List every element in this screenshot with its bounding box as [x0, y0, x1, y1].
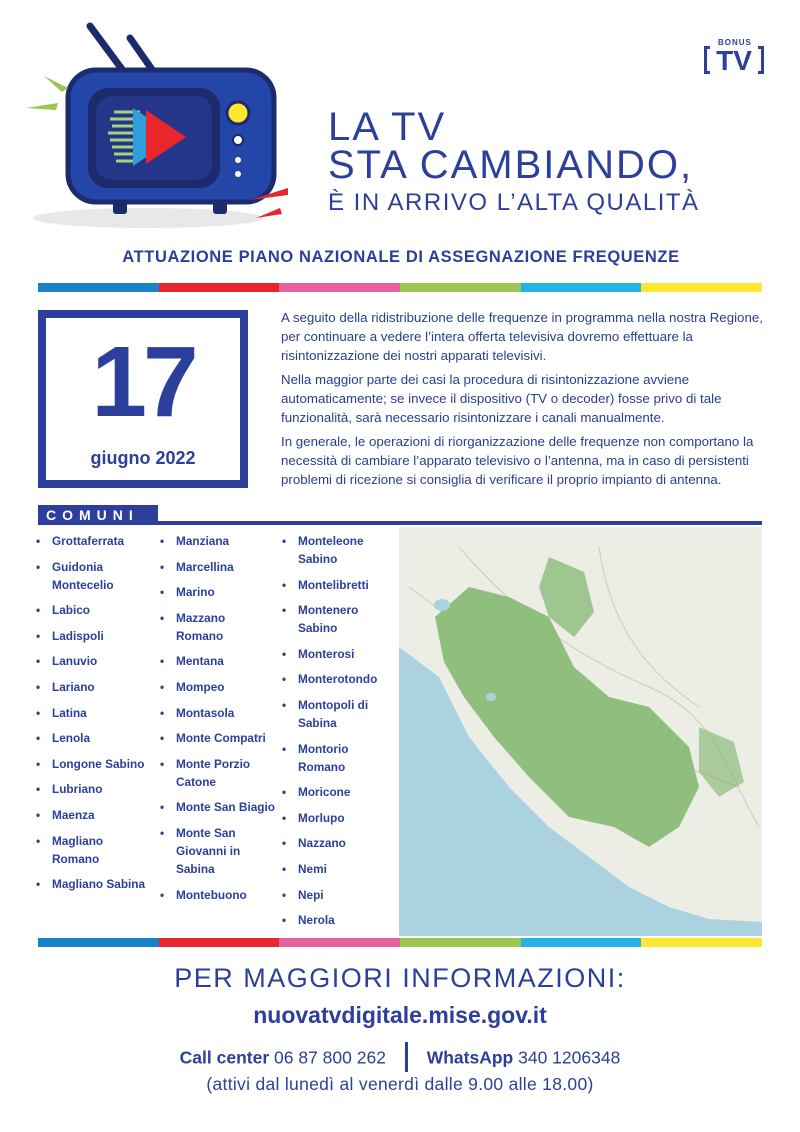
comune-item: • Nepi: [282, 886, 397, 904]
stripe-segment: [641, 938, 762, 947]
comune-item: • Marcellina: [160, 558, 275, 576]
headline-line-1: LA TV: [328, 105, 447, 149]
comune-item: • Nazzano: [282, 834, 397, 852]
comune-item: • Monte San Biagio: [160, 798, 275, 816]
comune-item: • Morlupo: [282, 809, 397, 827]
comune-item: • Montorio Romano: [282, 740, 397, 776]
comune-item: • Montasola: [160, 704, 275, 722]
stripe-segment: [159, 938, 280, 947]
whatsapp-label: WhatsApp: [426, 1047, 514, 1068]
comune-item: • Labico: [36, 601, 151, 619]
logo-tv-text: TV: [716, 45, 752, 76]
whatsapp-number[interactable]: 340 1206348: [518, 1047, 621, 1068]
callcenter-label: Call center: [179, 1047, 270, 1068]
stripe-segment: [279, 283, 400, 292]
stripe-segment: [159, 283, 280, 292]
comuni-header: [38, 505, 158, 525]
opening-hours: (attivi dal lunedì al venerdì dalle 9.00 alle 18.00): [206, 1074, 594, 1094]
comune-item: • Ladispoli: [36, 627, 151, 645]
comuni-column-3: [282, 532, 397, 937]
website-link[interactable]: nuovatvdigitale.mise.gov.it: [253, 1002, 547, 1028]
comune-item: • Latina: [36, 704, 151, 722]
stripe-segment: [400, 283, 521, 292]
comune-item: • Moricone: [282, 783, 397, 801]
stripe-segment: [521, 938, 642, 947]
comune-item: • Mazzano Romano: [160, 609, 275, 645]
comune-item: • Montebuono: [160, 886, 275, 904]
comune-item: • Nerola: [282, 911, 397, 929]
contacts-line: [36, 1044, 764, 1074]
more-info-heading: PER MAGGIORI INFORMAZIONI:: [174, 963, 626, 993]
comune-item: • Lubriano: [36, 780, 151, 798]
comune-item: • Magliano Romano: [36, 832, 151, 868]
comune-item: • Monte Compatri: [160, 729, 275, 747]
intro-paragraph-3: In generale, le operazioni di riorganizzazione delle frequenze non comportano la necessità di cambiare l’apparato televisivo o l’antenna, ma in caso di persistenti problemi di ricezione si consiglia di verificare il proprio impianto di antenna.: [281, 434, 754, 487]
logo-bonus-text: BONUS: [718, 38, 752, 47]
intro-paragraph-1: A seguito della ridistribuzione delle frequenze in programma nella nostra Regione, per continuare a vedere l’intera offerta televisiva dovremo effettuare la risintonizzazione dei nostri apparati televisivi.: [281, 310, 763, 363]
comune-item: • Monterotondo: [282, 670, 397, 688]
date-day: 17: [91, 326, 195, 438]
stripe-segment: [279, 938, 400, 947]
headline-line-2: STA CAMBIANDO,: [328, 143, 694, 187]
comune-item: • Maenza: [36, 806, 151, 824]
date-box: [38, 310, 248, 488]
comune-item: • Lanuvio: [36, 652, 151, 670]
stripe-segment: [400, 938, 521, 947]
intro-text: [281, 308, 769, 494]
comune-item: • Montenero Sabino: [282, 601, 397, 637]
comuni-column-1: [36, 532, 151, 901]
comune-item: • Monte Porzio Catone: [160, 755, 275, 791]
stripe-segment: [38, 938, 159, 947]
headline: [328, 105, 788, 220]
comune-item: • Marino: [160, 583, 275, 601]
comune-item: • Monteleone Sabino: [282, 532, 397, 568]
comune-item: • Montelibretti: [282, 576, 397, 594]
comune-item: • Mentana: [160, 652, 275, 670]
intro-paragraph-2: Nella maggior parte dei casi la procedura di risintonizzazione avviene automaticamente; se invece il dispositivo (TV o decoder) fosse privo di tale funzionalità, sarà necessario risintonizzare i canali manualmente.: [281, 372, 722, 425]
stripe-segment: [38, 283, 159, 292]
comune-item: • Grottaferrata: [36, 532, 151, 550]
comune-item: • Mompeo: [160, 678, 275, 696]
color-stripe-top: [38, 283, 762, 292]
comune-item: • Lenola: [36, 729, 151, 747]
comuni-column-2: [160, 532, 275, 911]
comune-item: • Nemi: [282, 860, 397, 878]
tv-illustration: [18, 18, 308, 233]
stripe-segment: [521, 283, 642, 292]
comune-item: • Longone Sabino: [36, 755, 151, 773]
color-stripe-bottom: [38, 938, 762, 947]
headline-line-3: È IN ARRIVO L’ALTA QUALITÀ: [328, 189, 700, 216]
stripe-segment: [641, 283, 762, 292]
callcenter-number[interactable]: 06 87 800 262: [274, 1047, 386, 1068]
comuni-label: COMUNI: [46, 507, 139, 523]
comune-item: • Monterosi: [282, 645, 397, 663]
region-map: [399, 527, 762, 936]
comune-item: • Magliano Sabina: [36, 875, 151, 893]
contacts-separator: [405, 1042, 408, 1072]
date-month-year: giugno 2022: [90, 448, 196, 468]
logo-bracket-right: [758, 46, 764, 74]
comune-item: • Manziana: [160, 532, 275, 550]
comune-item: • Monte San Giovanni in Sabina: [160, 824, 275, 878]
comune-item: • Lariano: [36, 678, 151, 696]
subtitle: ATTUAZIONE PIANO NAZIONALE DI ASSEGNAZIONE FREQUENZE: [122, 248, 680, 266]
comune-item: • Guidonia Montecelio: [36, 558, 151, 594]
bonus-tv-logo: [704, 38, 764, 78]
comune-item: • Montopoli di Sabina: [282, 696, 397, 732]
